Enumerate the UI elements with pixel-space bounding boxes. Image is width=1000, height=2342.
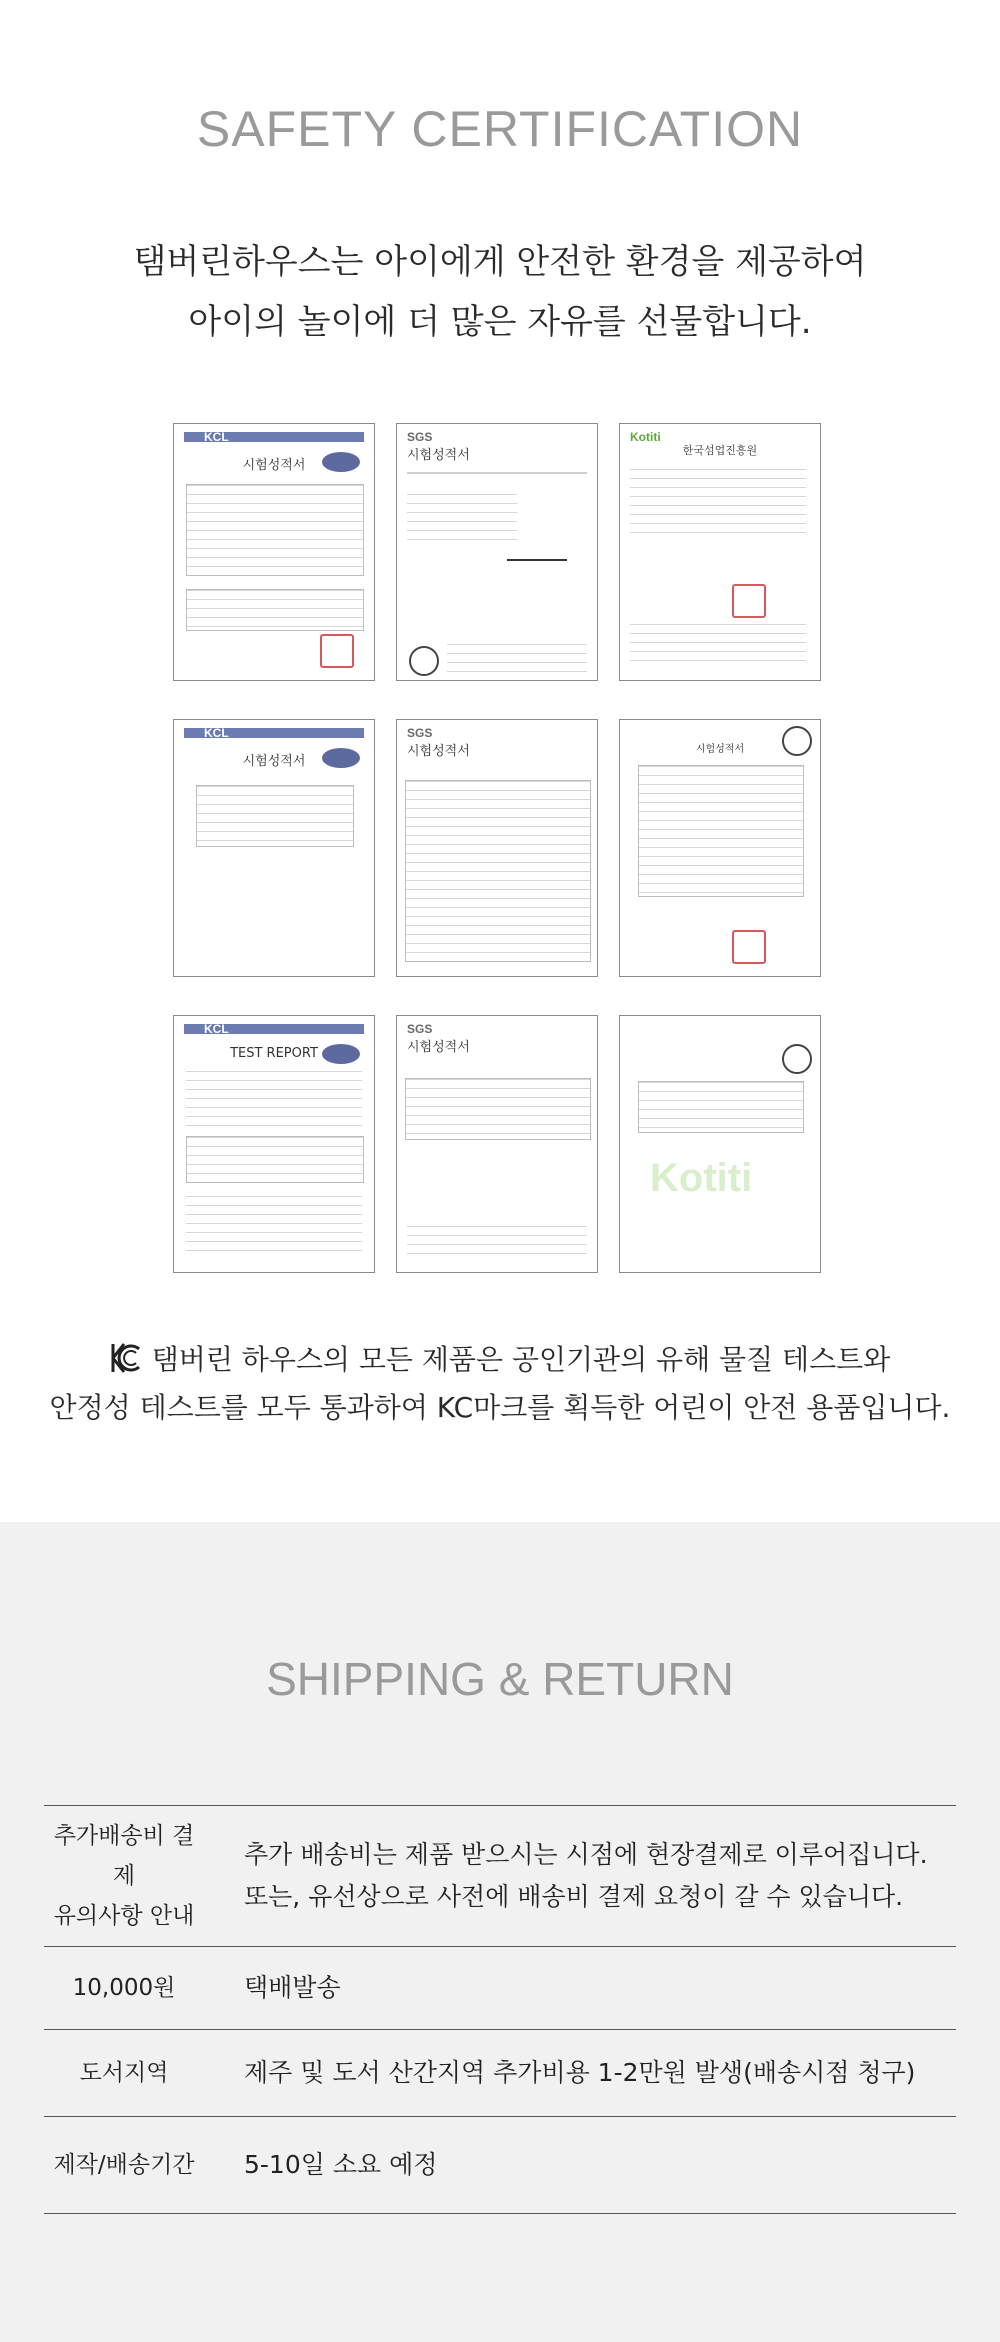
certificate-document[interactable] — [173, 1015, 375, 1273]
document-title: 시험성적서 — [407, 744, 470, 759]
row-label: 제작/배송기간 — [53, 2152, 195, 2178]
table-row — [44, 2116, 956, 2214]
document-table — [405, 1078, 591, 1140]
document-logo: KCL — [204, 726, 229, 740]
safety-mark-icon — [782, 1044, 812, 1074]
official-seal-icon — [732, 930, 766, 964]
shipping-title: SHIPPING & RETURN — [266, 1653, 734, 1705]
table-row — [44, 1946, 956, 2029]
safety-intro-line2: 아이의 놀이에 더 많은 자유를 선물합니다. — [188, 302, 812, 342]
document-footer-text — [186, 1196, 362, 1256]
document-title: 시험성적서 — [242, 754, 306, 769]
safety-mark-icon — [782, 726, 812, 756]
row-label: 도서지역 — [79, 2060, 169, 2086]
table-row — [44, 2029, 956, 2116]
certification-emblem-icon — [322, 1044, 360, 1064]
row-value: 5-10일 소요 예정 — [244, 2150, 438, 2179]
kc-statement-line1 — [0, 1336, 1000, 1384]
row-value: 제주 및 도서 산간지역 추가비용 1-2만원 발생(배송시점 청구) — [244, 2058, 916, 2087]
signature — [507, 559, 567, 561]
shipping-table — [44, 1805, 956, 2214]
document-table — [638, 765, 804, 897]
safety-intro — [0, 232, 1000, 352]
document-table — [186, 589, 364, 631]
document-logo: KCL — [204, 1022, 229, 1036]
document-title: 시험성적서 — [407, 448, 470, 463]
certificate-document[interactable] — [619, 719, 821, 977]
official-seal-icon — [320, 634, 354, 668]
document-footer-text — [407, 1226, 587, 1262]
document-body-text — [186, 1071, 362, 1131]
document-table — [186, 1136, 364, 1183]
document-logo: SGS — [407, 726, 433, 740]
row-label — [44, 1806, 204, 1946]
row-value-line: 추가 배송비는 제품 받으시는 시점에 현장결제로 이루어집니다. — [244, 1840, 928, 1869]
kotiti-watermark: Kotiti — [650, 1156, 753, 1200]
document-title: TEST REPORT — [230, 1046, 318, 1061]
document-table — [196, 785, 354, 847]
certification-emblem-icon — [322, 452, 360, 472]
safety-intro-line1: 탬버린하우스는 아이에게 안전한 환경을 제공하여 — [133, 242, 867, 282]
kc-statement-line2: 안정성 테스트를 모두 통과하여 KC마크를 획득한 어린이 안전 용품입니다. — [49, 1391, 951, 1424]
kc-mark-icon — [110, 1341, 142, 1375]
certificate-document[interactable] — [173, 719, 375, 977]
document-table — [186, 484, 364, 576]
row-label-line: 유의사항 안내 — [53, 1903, 195, 1929]
document-title: 시험성적서 — [407, 1040, 470, 1055]
row-value: 택배발송 — [244, 1973, 341, 2002]
row-label-line: 추가배송비 결제 — [53, 1823, 195, 1889]
certificate-document[interactable] — [619, 423, 821, 681]
document-logo: SGS — [407, 1022, 433, 1036]
safety-title: SAFETY CERTIFICATION — [196, 101, 804, 157]
certificate-document[interactable] — [173, 423, 375, 681]
certification-emblem-icon — [322, 748, 360, 768]
document-body-text — [630, 469, 806, 539]
document-title: 시험성적서 — [695, 744, 745, 755]
document-footer-text — [447, 644, 587, 674]
document-logo: Kotiti — [630, 430, 661, 444]
official-seal-icon — [732, 584, 766, 618]
kc-statement-text1: 탬버린 하우스의 모든 제품은 공인기관의 유해 물질 테스트와 — [151, 1343, 891, 1376]
row-label: 10,000원 — [72, 1975, 176, 2001]
certificate-document[interactable] — [396, 719, 598, 977]
document-logo: SGS — [407, 430, 433, 444]
table-row — [44, 1805, 956, 1946]
stamp-icon — [409, 646, 439, 676]
certificate-document[interactable] — [396, 1015, 598, 1273]
document-table — [405, 780, 591, 962]
certificate-document[interactable] — [396, 423, 598, 681]
row-value-line: 또는, 유선상으로 사전에 배송비 결제 요청이 갈 수 있습니다. — [244, 1882, 904, 1911]
divider — [407, 472, 587, 474]
certificate-document[interactable] — [619, 1015, 821, 1273]
document-title: 한국섬업진흥원 — [682, 444, 758, 457]
document-table — [407, 494, 517, 544]
document-title: 시험성적서 — [242, 458, 306, 473]
row-value — [244, 1806, 956, 1946]
document-logo: KCL — [204, 430, 229, 444]
document-table — [638, 1081, 804, 1133]
document-footer-text — [630, 624, 806, 669]
kc-statement — [0, 1336, 1000, 1432]
